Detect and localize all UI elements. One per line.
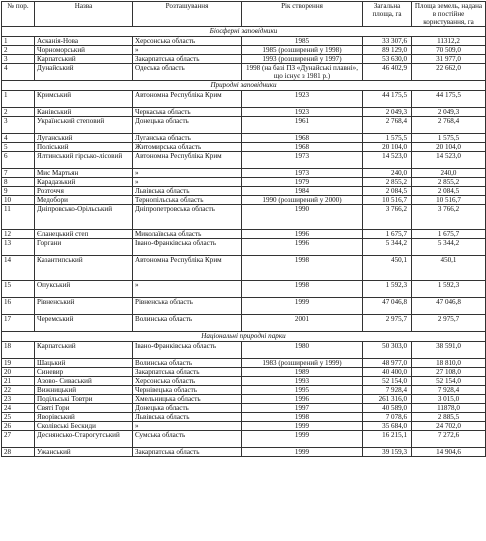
reserve-total-area: 48 977,0 (363, 359, 412, 368)
table-body (2, 27, 486, 457)
row-number: 9 (2, 187, 35, 196)
reserve-total-area: 1 592,3 (363, 281, 412, 298)
reserve-permanent-area: 47 046,8 (412, 298, 486, 315)
reserve-total-area: 1 675,7 (363, 230, 412, 239)
reserve-permanent-area: 38 591,0 (412, 342, 486, 359)
reserve-year: 1984 (242, 187, 363, 196)
reserve-name: Дунайський (35, 64, 133, 81)
row-number: 28 (2, 448, 35, 457)
row-number: 7 (2, 169, 35, 178)
table-row (2, 342, 486, 359)
table-row (2, 395, 486, 404)
table-row (2, 178, 486, 187)
reserve-year: 1999 (242, 298, 363, 315)
reserve-total-area: 44 175,5 (363, 91, 412, 108)
reserve-name: Карпатський (35, 55, 133, 64)
reserve-name: Чорноморський (35, 46, 133, 55)
reserve-location: Волинська область (133, 359, 242, 368)
row-number: 4 (2, 64, 35, 81)
col-header-number: № пор. (2, 2, 35, 27)
reserve-name: Кримський (35, 91, 133, 108)
reserve-permanent-area: 2 885,5 (412, 413, 486, 422)
reserve-location: Автономна Республіка Крим (133, 91, 242, 108)
reserve-location: Херсонська область (133, 37, 242, 46)
col-header-location: Розташування (133, 2, 242, 27)
reserve-permanent-area: 3 015,0 (412, 395, 486, 404)
reserve-location: Автономна Республіка Крим (133, 152, 242, 169)
row-number: 1 (2, 37, 35, 46)
protected-areas-table (1, 1, 486, 457)
row-number: 14 (2, 256, 35, 281)
reserve-permanent-area: 1 675,7 (412, 230, 486, 239)
reserve-name: Вижницький (35, 386, 133, 395)
reserve-location: Донецька область (133, 404, 242, 413)
table-row (2, 230, 486, 239)
reserve-year: 1983 (розширений у 1999) (242, 359, 363, 368)
col-header-year: Рік створення (242, 2, 363, 27)
table-row (2, 413, 486, 422)
reserve-year: 1985 (242, 37, 363, 46)
row-number: 27 (2, 431, 35, 448)
reserve-location: Івано-Франківська область (133, 342, 242, 359)
reserve-permanent-area: 24 702,0 (412, 422, 486, 431)
reserve-permanent-area: 52 154,0 (412, 377, 486, 386)
table-row (2, 169, 486, 178)
table-row (2, 431, 486, 448)
table-row (2, 315, 486, 332)
row-number: 5 (2, 143, 35, 152)
reserve-permanent-area: 450,1 (412, 256, 486, 281)
table-row (2, 377, 486, 386)
reserve-total-area: 16 215,1 (363, 431, 412, 448)
reserve-name: Яворівський (35, 413, 133, 422)
reserve-name: Синевир (35, 368, 133, 377)
table-row (2, 448, 486, 457)
reserve-location: » (133, 281, 242, 298)
table-row (2, 196, 486, 205)
row-number: 6 (2, 152, 35, 169)
reserve-location: Чернівецька область (133, 386, 242, 395)
row-number: 13 (2, 239, 35, 256)
table-row (2, 117, 486, 134)
row-number: 18 (2, 342, 35, 359)
reserve-year: 1996 (242, 230, 363, 239)
reserve-year: 1961 (242, 117, 363, 134)
reserve-year: 1989 (242, 368, 363, 377)
reserve-location: Івано-Франківська область (133, 239, 242, 256)
reserve-name: Горгани (35, 239, 133, 256)
section-header-row (2, 332, 486, 342)
reserve-name: Деснянсько-Старогутський (35, 431, 133, 448)
reserve-year: 1990 (розширений у 2000) (242, 196, 363, 205)
reserve-year: 1993 (242, 377, 363, 386)
reserve-permanent-area: 2 084,5 (412, 187, 486, 196)
reserve-year: 1999 (242, 448, 363, 457)
section-header-row (2, 81, 486, 91)
reserve-total-area: 40 589,0 (363, 404, 412, 413)
reserve-location: Дніпропетровська область (133, 205, 242, 230)
row-number: 15 (2, 281, 35, 298)
reserve-name: Ялтинський гірсько-лісовий (35, 152, 133, 169)
reserve-permanent-area: 7 928,4 (412, 386, 486, 395)
reserve-name: Казантипський (35, 256, 133, 281)
reserve-location: Закарпатська область (133, 448, 242, 457)
reserve-total-area: 2 049,3 (363, 108, 412, 117)
section-title: Природні заповідники (2, 81, 486, 91)
reserve-total-area: 450,1 (363, 256, 412, 281)
reserve-total-area: 2 084,5 (363, 187, 412, 196)
table-row (2, 37, 486, 46)
table-row (2, 46, 486, 55)
reserve-permanent-area: 2 049,3 (412, 108, 486, 117)
table-row (2, 368, 486, 377)
reserve-permanent-area: 11312,2 (412, 37, 486, 46)
reserve-location: Миколаївська область (133, 230, 242, 239)
row-number: 25 (2, 413, 35, 422)
reserve-name: Святі Гори (35, 404, 133, 413)
reserve-year: 1973 (242, 152, 363, 169)
reserve-year: 1968 (242, 143, 363, 152)
reserve-total-area: 1 575,5 (363, 134, 412, 143)
table-row (2, 386, 486, 395)
reserve-permanent-area: 31 977,0 (412, 55, 486, 64)
reserve-year: 2001 (242, 315, 363, 332)
reserve-location: Одеська область (133, 64, 242, 81)
table-row (2, 298, 486, 315)
reserve-name: Рівненський (35, 298, 133, 315)
row-number: 11 (2, 205, 35, 230)
table-row (2, 281, 486, 298)
reserve-total-area: 7 928,4 (363, 386, 412, 395)
row-number: 23 (2, 395, 35, 404)
reserve-name: Карадазький (35, 178, 133, 187)
reserve-location: Тернопільська область (133, 196, 242, 205)
table-row (2, 256, 486, 281)
reserve-location: Львівська область (133, 187, 242, 196)
row-number: 2 (2, 108, 35, 117)
reserve-permanent-area: 7 272,6 (412, 431, 486, 448)
reserve-permanent-area: 2 768,4 (412, 117, 486, 134)
section-header-row (2, 27, 486, 37)
header-row (2, 2, 486, 27)
reserve-location: Автономна Республіка Крим (133, 256, 242, 281)
reserve-name: Сколівські Бескиди (35, 422, 133, 431)
row-number: 19 (2, 359, 35, 368)
reserve-location: Закарпатська область (133, 55, 242, 64)
reserve-total-area: 35 684,0 (363, 422, 412, 431)
reserve-name: Мис Мартьян (35, 169, 133, 178)
reserve-name: Черемський (35, 315, 133, 332)
reserve-permanent-area: 10 516,7 (412, 196, 486, 205)
reserve-year: 1923 (242, 108, 363, 117)
reserve-name: Єланецький степ (35, 230, 133, 239)
reserve-location: Рівненська область (133, 298, 242, 315)
row-number: 20 (2, 368, 35, 377)
table-row (2, 64, 486, 81)
reserve-location: Луганська область (133, 134, 242, 143)
reserve-name: Карпатський (35, 342, 133, 359)
reserve-year: 1990 (242, 205, 363, 230)
reserve-total-area: 46 402,9 (363, 64, 412, 81)
table-row (2, 422, 486, 431)
reserve-permanent-area: 2 855,2 (412, 178, 486, 187)
reserve-total-area: 40 400,0 (363, 368, 412, 377)
reserve-year: 1993 (розширений у 1997) (242, 55, 363, 64)
reserve-permanent-area: 3 766,2 (412, 205, 486, 230)
reserve-location: Львівська область (133, 413, 242, 422)
row-number: 1 (2, 91, 35, 108)
reserve-location: Херсонська область (133, 377, 242, 386)
table-row (2, 404, 486, 413)
row-number: 4 (2, 134, 35, 143)
reserve-total-area: 2 768,4 (363, 117, 412, 134)
table-row (2, 152, 486, 169)
row-number: 2 (2, 46, 35, 55)
reserve-name: Луганський (35, 134, 133, 143)
reserve-name: Шацький (35, 359, 133, 368)
reserve-name: Асканія-Нова (35, 37, 133, 46)
reserve-total-area: 14 523,0 (363, 152, 412, 169)
reserve-permanent-area: 11878,0 (412, 404, 486, 413)
reserve-total-area: 47 046,8 (363, 298, 412, 315)
reserve-year: 1980 (242, 342, 363, 359)
reserve-total-area: 52 154,0 (363, 377, 412, 386)
reserve-year: 1998 (242, 256, 363, 281)
table-row (2, 91, 486, 108)
reserve-location: Хмельницька область (133, 395, 242, 404)
reserve-name: Дніпровсько-Орільський (35, 205, 133, 230)
reserve-name: Опукський (35, 281, 133, 298)
row-number: 26 (2, 422, 35, 431)
row-number: 3 (2, 117, 35, 134)
reserve-year: 1999 (242, 422, 363, 431)
reserve-location: Донецька область (133, 117, 242, 134)
table-row (2, 239, 486, 256)
reserve-permanent-area: 27 108,0 (412, 368, 486, 377)
reserve-location: Житомирська область (133, 143, 242, 152)
col-header-total-area: Загальна площа, га (363, 2, 412, 27)
reserve-total-area: 10 516,7 (363, 196, 412, 205)
reserve-year: 1979 (242, 178, 363, 187)
reserve-total-area: 39 159,3 (363, 448, 412, 457)
reserve-location: Волинська область (133, 315, 242, 332)
reserve-year: 1996 (242, 395, 363, 404)
reserve-permanent-area: 14 904,6 (412, 448, 486, 457)
row-number: 22 (2, 386, 35, 395)
reserve-location: Сумська область (133, 431, 242, 448)
reserve-location: » (133, 178, 242, 187)
section-title: Біосферні заповідники (2, 27, 486, 37)
reserve-location: Закарпатська область (133, 368, 242, 377)
reserve-total-area: 261 316,0 (363, 395, 412, 404)
table-row (2, 55, 486, 64)
reserve-permanent-area: 14 523,0 (412, 152, 486, 169)
reserve-location: » (133, 169, 242, 178)
reserve-permanent-area: 44 175,5 (412, 91, 486, 108)
reserve-total-area: 89 129,0 (363, 46, 412, 55)
table-row (2, 205, 486, 230)
reserve-year: 1985 (розширений у 1998) (242, 46, 363, 55)
reserve-permanent-area: 20 104,0 (412, 143, 486, 152)
reserve-total-area: 2 855,2 (363, 178, 412, 187)
reserve-total-area: 5 344,2 (363, 239, 412, 256)
reserve-permanent-area: 240,0 (412, 169, 486, 178)
row-number: 3 (2, 55, 35, 64)
reserve-permanent-area: 70 509,0 (412, 46, 486, 55)
reserve-name: Розточчя (35, 187, 133, 196)
reserve-year: 1923 (242, 91, 363, 108)
reserve-total-area: 7 078,6 (363, 413, 412, 422)
reserve-permanent-area: 5 344,2 (412, 239, 486, 256)
table-row (2, 134, 486, 143)
row-number: 24 (2, 404, 35, 413)
reserve-total-area: 50 303,0 (363, 342, 412, 359)
reserve-name: Азово- Сиваський (35, 377, 133, 386)
row-number: 21 (2, 377, 35, 386)
table-row (2, 143, 486, 152)
reserve-year: 1999 (242, 431, 363, 448)
reserve-total-area: 3 766,2 (363, 205, 412, 230)
reserve-year: 1973 (242, 169, 363, 178)
reserve-name: Ужанський (35, 448, 133, 457)
reserve-location: » (133, 422, 242, 431)
reserve-total-area: 53 630,0 (363, 55, 412, 64)
reserve-year: 1998 (242, 281, 363, 298)
reserve-permanent-area: 22 662,0 (412, 64, 486, 81)
table-row (2, 359, 486, 368)
row-number: 12 (2, 230, 35, 239)
reserve-permanent-area: 2 975,7 (412, 315, 486, 332)
reserve-permanent-area: 18 810,0 (412, 359, 486, 368)
reserve-year: 1996 (242, 239, 363, 256)
reserve-total-area: 20 104,0 (363, 143, 412, 152)
reserve-year: 1995 (242, 386, 363, 395)
reserve-year: 1998 (на базі ПЗ «Дунайські плавні», що існує з 1981 р.) (242, 64, 363, 81)
row-number: 10 (2, 196, 35, 205)
reserve-name: Подільські Товтри (35, 395, 133, 404)
reserve-location: » (133, 46, 242, 55)
reserve-name: Український степовий (35, 117, 133, 134)
reserve-total-area: 2 975,7 (363, 315, 412, 332)
table-row (2, 108, 486, 117)
reserve-permanent-area: 1 575,5 (412, 134, 486, 143)
reserve-total-area: 240,0 (363, 169, 412, 178)
table-row (2, 187, 486, 196)
row-number: 17 (2, 315, 35, 332)
reserve-total-area: 33 307,6 (363, 37, 412, 46)
section-title: Національні природні парки (2, 332, 486, 342)
row-number: 8 (2, 178, 35, 187)
reserve-name: Медобори (35, 196, 133, 205)
reserve-permanent-area: 1 592,3 (412, 281, 486, 298)
reserve-year: 1968 (242, 134, 363, 143)
reserve-year: 1997 (242, 404, 363, 413)
row-number: 16 (2, 298, 35, 315)
col-header-permanent-area: Площа земель, надана в постійне користування, га (412, 2, 486, 27)
reserve-name: Поліський (35, 143, 133, 152)
col-header-name: Назва (35, 2, 133, 27)
reserve-name: Канівський (35, 108, 133, 117)
reserve-location: Черкаська область (133, 108, 242, 117)
reserve-year: 1998 (242, 413, 363, 422)
